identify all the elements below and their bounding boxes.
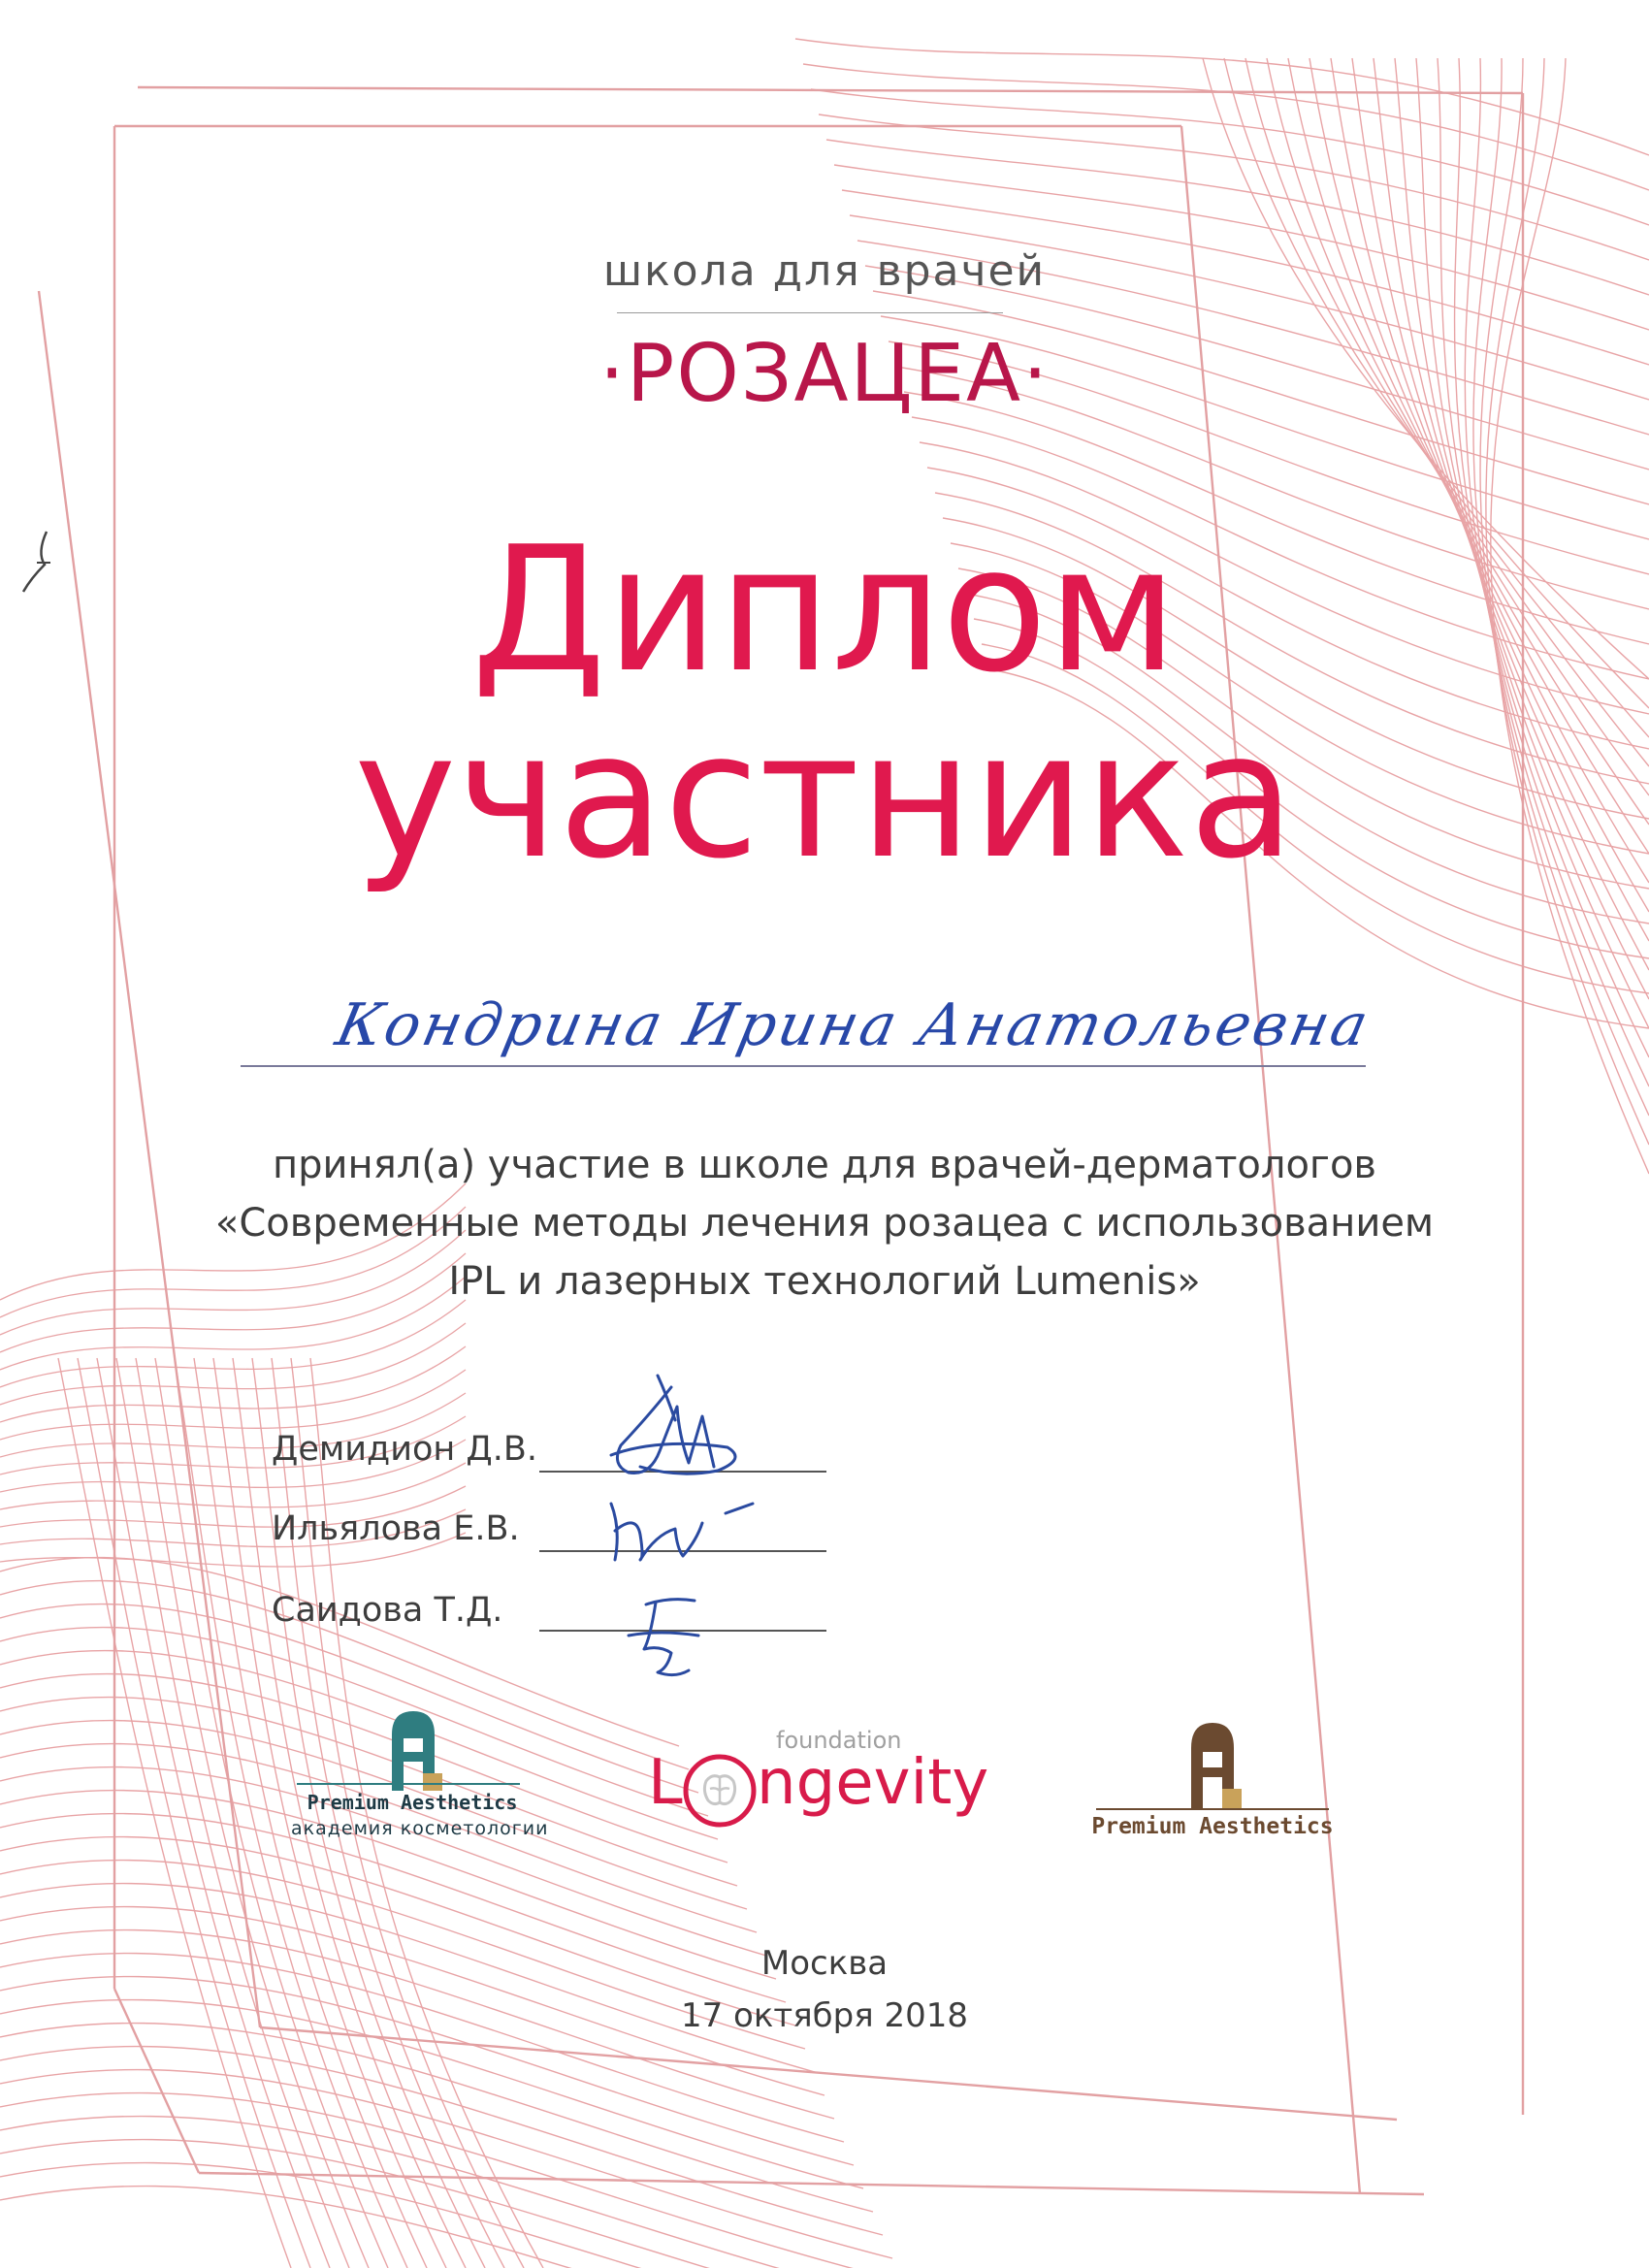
premium-aesthetics-logo-icon (384, 1705, 442, 1793)
handwritten-signatures (582, 1358, 834, 1707)
wave-line (0, 1323, 466, 1405)
school-name: ·РОЗАЦЕА· (598, 328, 1051, 420)
wave-line (0, 1300, 466, 1387)
school-label: школа для врачей (602, 246, 1047, 296)
signatory-name-2: Ильялова Е.В. (272, 1509, 520, 1548)
title-line-1: Диплом (470, 509, 1179, 710)
wave-line (0, 2187, 941, 2268)
signatory-name-3: Саидова Т.Д. (272, 1591, 503, 1630)
logo-premium-aesthetics-academy (291, 1705, 549, 1851)
header-divider (617, 312, 1003, 313)
logo-left-rule (297, 1783, 520, 1785)
participation-text-line-3: IPL и лазерных технологий Lumenis» (448, 1259, 1201, 1304)
wave-line (0, 1346, 466, 1422)
wave-line (819, 114, 1649, 260)
logo-center-top-text: foundation (776, 1727, 902, 1754)
logo-right-name: Premium Aesthetics (1091, 1814, 1334, 1839)
title-line-2: участника (354, 696, 1295, 896)
city: Москва (760, 1944, 889, 1983)
premium-aesthetics-logo-icon-brown (1183, 1717, 1242, 1810)
participation-text-line-2: «Современные методы лечения розацеа с использованием (214, 1201, 1435, 1246)
brain-icon (681, 1752, 759, 1830)
logo-longevity-foundation: foundation L ngevity (648, 1727, 978, 1843)
logo-left-name: Premium Aesthetics (307, 1791, 518, 1814)
logo-premium-aesthetics-right (1077, 1717, 1348, 1843)
signatory-name-1: Демидион Д.В. (272, 1430, 538, 1469)
date: 17 октября 2018 (680, 1996, 968, 2035)
logo-left-subtitle: академия косметологии (291, 1818, 549, 1839)
participation-text-line-1: принял(а) участие в школе для врачей-дерматологов (273, 1143, 1376, 1187)
participant-name: Кондрина Ирина Анатольевна (330, 991, 1377, 1059)
wave-line (0, 2070, 892, 2258)
wave-line (58, 1358, 291, 2268)
name-underline (241, 1065, 1366, 1067)
